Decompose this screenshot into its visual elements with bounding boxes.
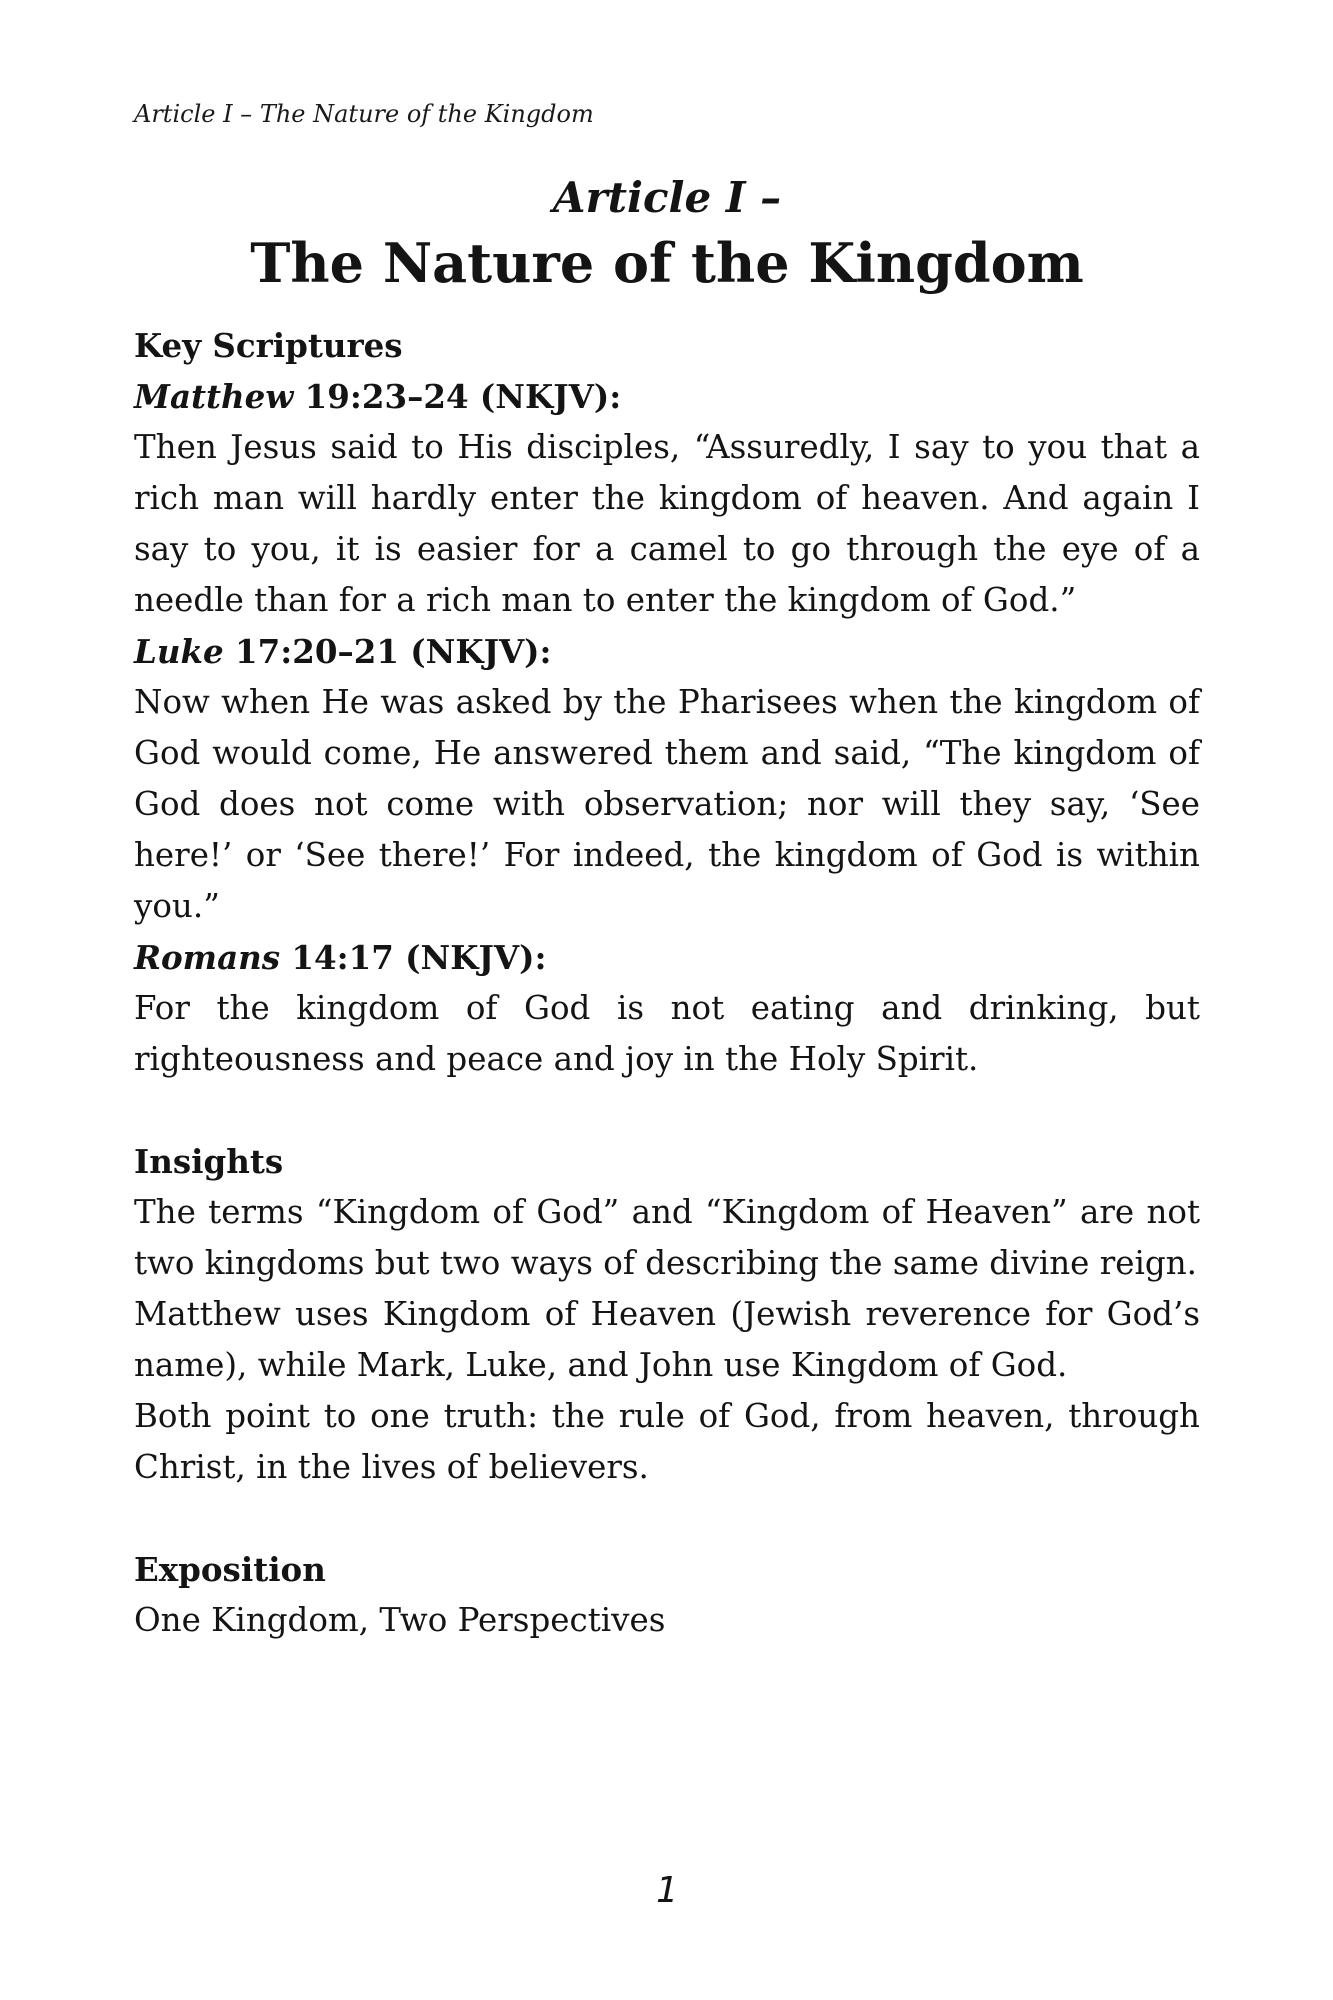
scripture-text: For the kingdom of God is not eating and drinking, but righteousness and peace and joy in the Holy Spirit.	[134, 989, 1200, 1078]
exposition-subtitle: One Kingdom, Two Perspectives	[134, 1601, 666, 1639]
article-number: Article I –	[552, 173, 782, 222]
scripture-chapter-verse: 14:17 (NKJV):	[280, 938, 547, 977]
section-heading: Exposition	[134, 1550, 326, 1589]
page-number: 1	[655, 1870, 678, 1911]
article-name: The Nature of the Kingdom	[250, 231, 1084, 295]
section-heading: Insights	[134, 1142, 284, 1181]
exposition-section	[134, 1544, 1200, 1646]
scripture-reference	[134, 932, 1200, 983]
scripture-reference	[134, 371, 1200, 422]
scripture-chapter-verse: 19:23–24 (NKJV):	[293, 377, 622, 416]
running-header: Article I – The Nature of the Kingdom	[134, 100, 594, 128]
insights-section	[134, 1136, 1200, 1493]
article-body	[134, 320, 1200, 1646]
scripture-book: Luke	[134, 632, 224, 671]
article-title	[134, 170, 1200, 298]
scripture-book: Romans	[134, 938, 281, 977]
insight-paragraph: Both point to one truth: the rule of God, from heaven, through Christ, in the lives of believers.	[134, 1397, 1200, 1486]
scripture-chapter-verse: 17:20–21 (NKJV):	[223, 632, 552, 671]
scripture-reference	[134, 626, 1200, 677]
section-heading: Key Scriptures	[134, 326, 403, 365]
scripture-text: Now when He was asked by the Pharisees when the kingdom of God would come, He answered them and said, “The kingdom of God does not come with observation; nor will they say, ‘See here!’ or ‘See there!’ For indeed, the kingdom of God is within you.”	[134, 683, 1200, 925]
section-spacer	[134, 1493, 1200, 1544]
section-spacer	[134, 1085, 1200, 1136]
scripture-book: Matthew	[134, 377, 294, 416]
key-scriptures-section	[134, 320, 1200, 1085]
insight-paragraph: Matthew uses Kingdom of Heaven (Jewish reverence for God’s name), while Mark, Luke, and John use Kingdom of God.	[134, 1295, 1200, 1384]
scripture-text: Then Jesus said to His disciples, “Assuredly, I say to you that a rich man will hardly enter the kingdom of heaven. And again I say to you, it is easier for a camel to go through the eye of a needle than for a rich man to enter the kingdom of God.”	[134, 428, 1200, 619]
insight-paragraph: The terms “Kingdom of God” and “Kingdom of Heaven” are not two kingdoms but two ways of describing the same divine reign.	[134, 1193, 1200, 1282]
